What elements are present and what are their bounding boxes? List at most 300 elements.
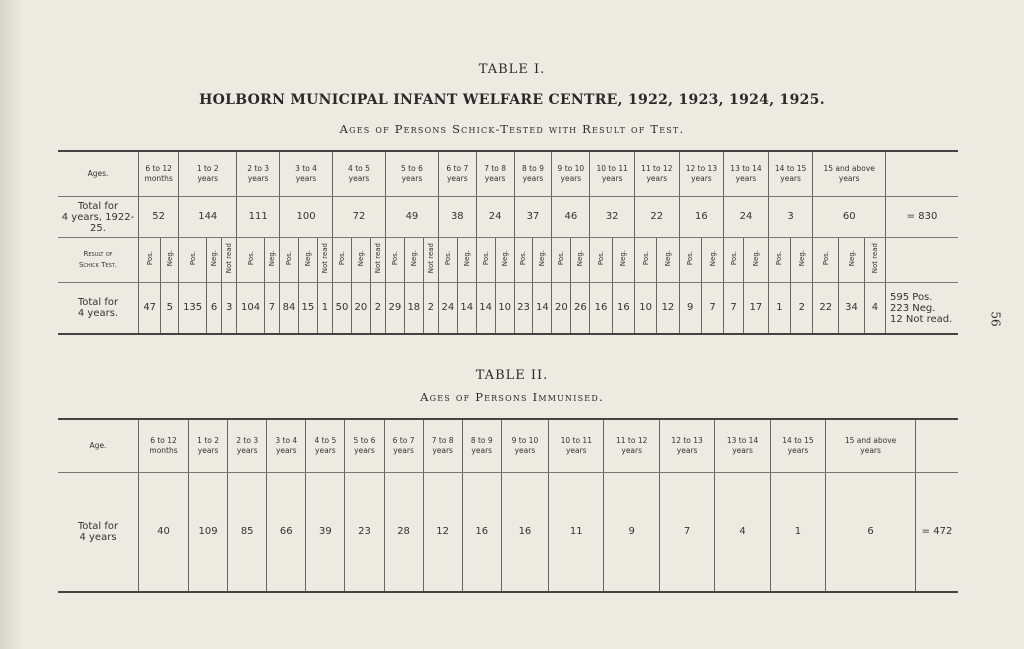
total-value: 49	[405, 211, 419, 222]
total-row-label: Total for	[77, 200, 119, 212]
result-value-cell	[370, 283, 385, 335]
immunised-value-cell	[189, 473, 228, 593]
age-range-text: 12 to 13	[685, 164, 718, 173]
age-group-header	[552, 151, 590, 197]
age-group-header	[462, 419, 501, 473]
result-code-text: Pos.	[557, 251, 566, 266]
age-group-header	[770, 419, 825, 473]
result-code-cell	[634, 238, 656, 283]
result-value: 26	[574, 302, 587, 313]
age-unit-text: years	[735, 174, 757, 183]
age-group-header	[306, 419, 345, 473]
result-code-text: Not read	[320, 243, 329, 274]
result-value-cell	[552, 283, 571, 335]
result-code-cell	[222, 238, 237, 283]
result-code-cell	[317, 238, 332, 283]
result-code-cell	[533, 238, 552, 283]
result-code-cell	[701, 238, 723, 283]
result-code-cell	[514, 238, 533, 283]
age-range-text: 8 to 9	[470, 436, 493, 445]
immunised-value: 7	[683, 526, 691, 537]
grand-total-header-cell	[916, 419, 959, 473]
result-code-text: Not read	[225, 243, 234, 274]
table2-age-header-cell	[58, 419, 139, 473]
result-code-cell	[590, 238, 612, 283]
result-code-cell	[264, 238, 279, 283]
result-code-cell	[791, 238, 813, 283]
age-group-header	[333, 151, 386, 197]
age-group-total	[385, 197, 438, 238]
immunised-value: 4	[739, 526, 746, 537]
result-code-text: Neg.	[356, 250, 365, 267]
age-unit-text: years	[860, 446, 881, 455]
immunised-value: 66	[279, 526, 293, 537]
result-value-cell	[839, 283, 865, 335]
result-value-cell	[161, 283, 179, 335]
age-unit-text: years	[484, 174, 506, 183]
immunised-value: 6	[867, 526, 874, 537]
age-group-total	[514, 197, 552, 238]
result-code-cell	[552, 238, 571, 283]
age-range-text: 14 to 15	[774, 164, 807, 173]
age-range-text: 3 to 4	[295, 164, 317, 173]
age-group-total	[438, 197, 476, 238]
result-code-cell	[839, 238, 865, 283]
age-range-text: 12 to 13	[671, 436, 703, 445]
immunised-value-cell	[139, 473, 189, 593]
result-code-text: Pos.	[390, 251, 399, 266]
page-number: 56	[988, 311, 1003, 327]
result-code-cell	[179, 238, 207, 283]
age-unit-text: months	[144, 174, 173, 183]
immunised-table	[58, 418, 958, 593]
age-header-text: Ages.	[87, 169, 109, 178]
result-value-cell	[206, 283, 221, 335]
result-value: 14	[536, 302, 549, 313]
age-range-text: 6 to 7	[392, 436, 415, 445]
immunised-value-cell	[770, 473, 825, 593]
table1-header-row	[58, 151, 958, 197]
age-unit-text: years	[446, 174, 468, 183]
result-label-cell	[58, 238, 139, 283]
total-value: 37	[526, 211, 540, 222]
age-unit-text: years	[393, 446, 414, 455]
result-code-text: Pos.	[145, 251, 154, 266]
result-code-text: Pos.	[519, 251, 528, 266]
result-code-text: Neg.	[267, 250, 276, 267]
age-range-text: 11 to 12	[641, 164, 673, 173]
age-range-text: 13 to 14	[730, 164, 762, 173]
result-value: 20	[554, 302, 568, 313]
result-value-cell	[237, 283, 265, 335]
age-group-header	[501, 419, 548, 473]
result-code-cell	[237, 238, 265, 283]
age-range-text: 6 to 7	[446, 164, 469, 173]
total-value: 60	[842, 211, 856, 222]
result-value: 14	[479, 302, 493, 313]
result-value: 1	[776, 302, 783, 313]
immunised-value: 16	[475, 526, 489, 537]
result-code-text: Neg.	[500, 250, 509, 267]
immunised-value: 11	[569, 526, 583, 537]
age-unit-text: years	[315, 446, 336, 455]
result-code-text: Not read	[870, 243, 879, 274]
total-value: 111	[248, 211, 268, 222]
age-range-text: 10 to 11	[596, 164, 628, 173]
result-value: 9	[687, 302, 694, 313]
table1-result-row	[58, 283, 958, 335]
result-code-cell	[423, 238, 438, 283]
result-value-cell	[657, 283, 679, 335]
result-code-text: Pos.	[821, 251, 830, 266]
total-value: 3	[787, 211, 794, 222]
age-range-text: 1 to 2	[196, 164, 219, 173]
result-value: 10	[639, 302, 652, 313]
total-value: 38	[450, 211, 464, 222]
age-group-header	[237, 151, 280, 197]
age-group-header	[604, 419, 659, 473]
result-value-cell	[179, 283, 207, 335]
result-label: Result of	[83, 250, 113, 258]
table1-total-row	[58, 197, 958, 238]
age-unit-text: years	[787, 446, 809, 455]
age-group-header	[590, 151, 635, 197]
result-code-text: Neg.	[797, 250, 806, 267]
result-code-cell	[768, 238, 790, 283]
age-group-header	[139, 151, 179, 197]
age-unit-text: years	[348, 174, 370, 183]
age-group-header	[179, 151, 237, 197]
grand-total-header-cell	[886, 151, 959, 197]
age-group-header	[280, 151, 333, 197]
age-unit-text: years	[621, 446, 643, 455]
age-group-total	[280, 197, 333, 238]
total-value: 32	[605, 211, 619, 222]
result-code-text: Neg.	[663, 250, 672, 267]
result-value-cell	[514, 283, 533, 335]
summary-cell	[886, 283, 959, 335]
result-code-text: Neg.	[751, 250, 760, 267]
result-value: 84	[282, 302, 296, 313]
total-value: 72	[352, 211, 366, 222]
result-code-text: Pos.	[246, 251, 255, 266]
age-unit-text: years	[401, 174, 423, 183]
age-group-total	[679, 197, 724, 238]
result-value-cell	[457, 283, 476, 335]
age-group-total	[724, 197, 769, 238]
table2-subheading: Ages of Persons Immunised.	[420, 390, 604, 404]
result-value-cell	[533, 283, 552, 335]
age-range-text: 7 to 8	[484, 164, 507, 173]
age-unit-text: years	[471, 446, 493, 455]
result-code-cell	[724, 238, 744, 283]
total-value: 52	[152, 211, 165, 222]
result-row-label: Total for	[77, 297, 119, 308]
immunised-value-cell	[462, 473, 501, 593]
immunised-value: 109	[198, 526, 218, 537]
immunised-value-cell	[826, 473, 916, 593]
age-unit-text: years	[247, 174, 269, 183]
result-value-cell	[139, 283, 161, 335]
age-group-header	[715, 419, 770, 473]
result-value: 104	[241, 302, 261, 313]
age-group-header	[659, 419, 714, 473]
result-value: 3	[225, 302, 233, 313]
age-group-total	[237, 197, 280, 238]
result-value-cell	[404, 283, 423, 335]
age-range-text: 6 to 12	[145, 164, 172, 173]
immunised-value: 23	[358, 526, 371, 537]
age-range-text: 2 to 3	[247, 164, 270, 173]
result-code-text: Neg.	[462, 250, 471, 267]
age-group-header	[476, 151, 514, 197]
age-unit-text: years	[197, 174, 219, 183]
age-unit-text: years	[732, 446, 753, 455]
age-range-text: 9 to 10	[557, 164, 585, 173]
age-unit-text: years	[275, 446, 297, 455]
result-code-cell	[139, 238, 161, 283]
age-unit-text: months	[149, 446, 178, 455]
age-unit-text: years	[236, 446, 258, 455]
result-code-text: Not read	[373, 243, 382, 274]
summary-neg: 223 Neg.	[890, 302, 936, 314]
result-code-text: Neg.	[538, 250, 547, 267]
result-value-cell	[423, 283, 438, 335]
age-range-text: 7 to 8	[431, 436, 454, 445]
age-group-header	[826, 419, 916, 473]
age-unit-text: years	[560, 174, 582, 183]
age-header-text: Age.	[89, 441, 107, 450]
result-value: 6	[210, 302, 218, 313]
result-value: 7	[709, 302, 716, 313]
result-code-cell	[744, 238, 769, 283]
result-code-text: Neg.	[165, 250, 174, 267]
result-value: 15	[301, 302, 315, 313]
immunised-value: 40	[157, 526, 170, 537]
result-value: 23	[517, 302, 530, 313]
age-group-header	[679, 151, 724, 197]
age-range-text: 9 to 10	[511, 436, 539, 445]
immunised-value: 9	[628, 526, 635, 537]
result-value-cell	[438, 283, 457, 335]
age-range-text: 5 to 6	[353, 436, 376, 445]
total-row-label: Total for	[77, 521, 119, 532]
result-value-cell	[634, 283, 656, 335]
age-unit-text: years	[432, 446, 453, 455]
result-code-cell	[612, 238, 634, 283]
age-group-header	[438, 151, 476, 197]
age-unit-text: years	[354, 446, 375, 455]
result-code-cell	[351, 238, 370, 283]
age-range-text: 4 to 5	[314, 436, 337, 445]
age-group-total	[333, 197, 386, 238]
result-code-cell	[657, 238, 679, 283]
age-range-text: 4 to 5	[348, 164, 370, 173]
result-code-text: Pos.	[775, 251, 784, 266]
result-value: 24	[441, 302, 455, 313]
age-group-header	[139, 419, 189, 473]
result-code-text: Pos.	[337, 251, 346, 266]
table1-subheading: Ages of Persons Schick-Tested with Result of Test.	[339, 122, 685, 136]
result-value: 47	[143, 302, 157, 313]
age-group-header	[813, 151, 886, 197]
result-code-text: Pos.	[729, 251, 738, 266]
result-value: 12	[661, 302, 675, 313]
result-code-text: Pos.	[686, 251, 695, 266]
result-value-cell	[791, 283, 813, 335]
total-value: 16	[695, 211, 708, 222]
result-code-text: Neg.	[210, 250, 219, 267]
result-row-label: 4 years.	[77, 308, 119, 319]
total-row-label: 4 years	[79, 532, 117, 543]
age-group-header	[345, 419, 384, 473]
age-group-total	[476, 197, 514, 238]
age-unit-text: years	[522, 174, 544, 183]
immunised-value-cell	[715, 473, 770, 593]
age-range-text: 3 to 4	[275, 436, 298, 445]
age-group-total	[634, 197, 679, 238]
age-group-header	[549, 419, 604, 473]
age-group-header	[768, 151, 813, 197]
result-value-cell	[333, 283, 352, 335]
age-range-text: 1 to 2	[197, 436, 220, 445]
document-heading: HOLBORN MUNICIPAL INFANT WELFARE CENTRE, 1922, 1923, 1924, 1925.	[199, 92, 825, 108]
age-range-text: 15 and above	[823, 164, 875, 173]
result-value: 7	[268, 302, 276, 313]
immunised-value-cell	[549, 473, 604, 593]
result-code-cell	[385, 238, 404, 283]
immunised-value: 12	[436, 526, 450, 537]
result-value: 2	[374, 302, 382, 313]
result-value: 50	[335, 302, 349, 313]
age-unit-text: years	[197, 446, 219, 455]
immunised-value-cell	[659, 473, 714, 593]
result-value: 10	[498, 302, 511, 313]
immunised-value: 28	[397, 526, 410, 537]
result-code-text: Pos.	[597, 251, 606, 266]
result-code-text: Pos.	[443, 251, 452, 266]
age-range-text: 15 and above	[844, 436, 897, 445]
age-unit-text: years	[565, 446, 587, 455]
result-value: 7	[730, 302, 737, 313]
result-code-cell	[280, 238, 299, 283]
summary-header-cell	[886, 238, 959, 283]
age-group-header	[634, 151, 679, 197]
table2-total-row	[58, 473, 958, 593]
result-code-cell	[438, 238, 457, 283]
age-group-header	[385, 151, 438, 197]
result-code-cell	[495, 238, 514, 283]
result-value: 2	[427, 302, 435, 313]
grand-total-cell	[886, 197, 959, 238]
result-value-cell	[571, 283, 590, 335]
result-code-text: Neg.	[576, 250, 585, 267]
result-value-cell	[813, 283, 839, 335]
result-value-cell	[264, 283, 279, 335]
result-value-cell	[298, 283, 317, 335]
age-unit-text: years	[601, 174, 623, 183]
result-value: 135	[183, 302, 203, 313]
age-range-text: 13 to 14	[726, 436, 759, 445]
age-range-text: 10 to 11	[560, 436, 592, 445]
age-range-text: 2 to 3	[236, 436, 259, 445]
result-value-cell	[317, 283, 332, 335]
age-group-header	[423, 419, 462, 473]
result-label: Schick Test.	[78, 261, 118, 269]
table1-age-header-cell	[58, 151, 139, 197]
result-value-cell	[701, 283, 723, 335]
result-code-text: Not read	[426, 243, 435, 274]
age-group-header	[267, 419, 306, 473]
total-row-label-cell	[58, 197, 139, 238]
result-code-cell	[864, 238, 885, 283]
total-value: 144	[198, 211, 218, 222]
result-value-cell	[280, 283, 299, 335]
immunised-value: 39	[319, 526, 332, 537]
result-value-cell	[744, 283, 769, 335]
result-value: 22	[819, 302, 833, 313]
immunised-value-cell	[384, 473, 423, 593]
table2-header-row	[58, 419, 958, 473]
result-value: 2	[798, 302, 805, 313]
result-code-cell	[298, 238, 317, 283]
result-value: 34	[845, 302, 858, 313]
result-code-cell	[679, 238, 701, 283]
age-group-total	[139, 197, 179, 238]
immunised-value-cell	[345, 473, 384, 593]
age-group-header	[384, 419, 423, 473]
immunised-value-cell	[501, 473, 548, 593]
result-row-label-cell	[58, 283, 139, 335]
summary-not-read: 12 Not read.	[890, 313, 953, 325]
age-range-text: 5 to 6	[401, 164, 423, 173]
result-value-cell	[590, 283, 612, 335]
age-group-total	[552, 197, 590, 238]
result-value: 20	[354, 302, 368, 313]
result-code-cell	[206, 238, 221, 283]
total-value: 100	[296, 211, 316, 222]
result-code-text: Neg.	[619, 250, 628, 267]
age-group-total	[179, 197, 237, 238]
result-code-cell	[457, 238, 476, 283]
result-value-cell	[679, 283, 701, 335]
age-group-total	[768, 197, 813, 238]
result-code-cell	[161, 238, 179, 283]
result-code-text: Neg.	[847, 250, 856, 267]
result-value-cell	[495, 283, 514, 335]
age-range-text: 6 to 12	[150, 436, 177, 445]
grand-total-value: = 472	[921, 526, 953, 537]
result-value: 29	[388, 302, 402, 313]
age-group-header	[514, 151, 552, 197]
age-range-text: 8 to 9	[522, 164, 544, 173]
result-code-text: Pos.	[285, 251, 293, 266]
result-code-text: Pos.	[641, 251, 650, 266]
result-code-cell	[333, 238, 352, 283]
result-code-text: Pos.	[481, 251, 490, 266]
immunised-value-cell	[267, 473, 306, 593]
result-value: 16	[616, 302, 630, 313]
schick-test-table	[58, 150, 958, 335]
result-code-cell	[813, 238, 839, 283]
result-value-cell	[724, 283, 744, 335]
age-unit-text: years	[838, 174, 860, 183]
result-code-text: Pos.	[188, 251, 197, 266]
grand-total-cell	[916, 473, 959, 593]
summary-pos: 595 Pos.	[890, 291, 933, 303]
result-value: 14	[460, 302, 474, 313]
age-range-text: 14 to 15	[782, 436, 814, 445]
